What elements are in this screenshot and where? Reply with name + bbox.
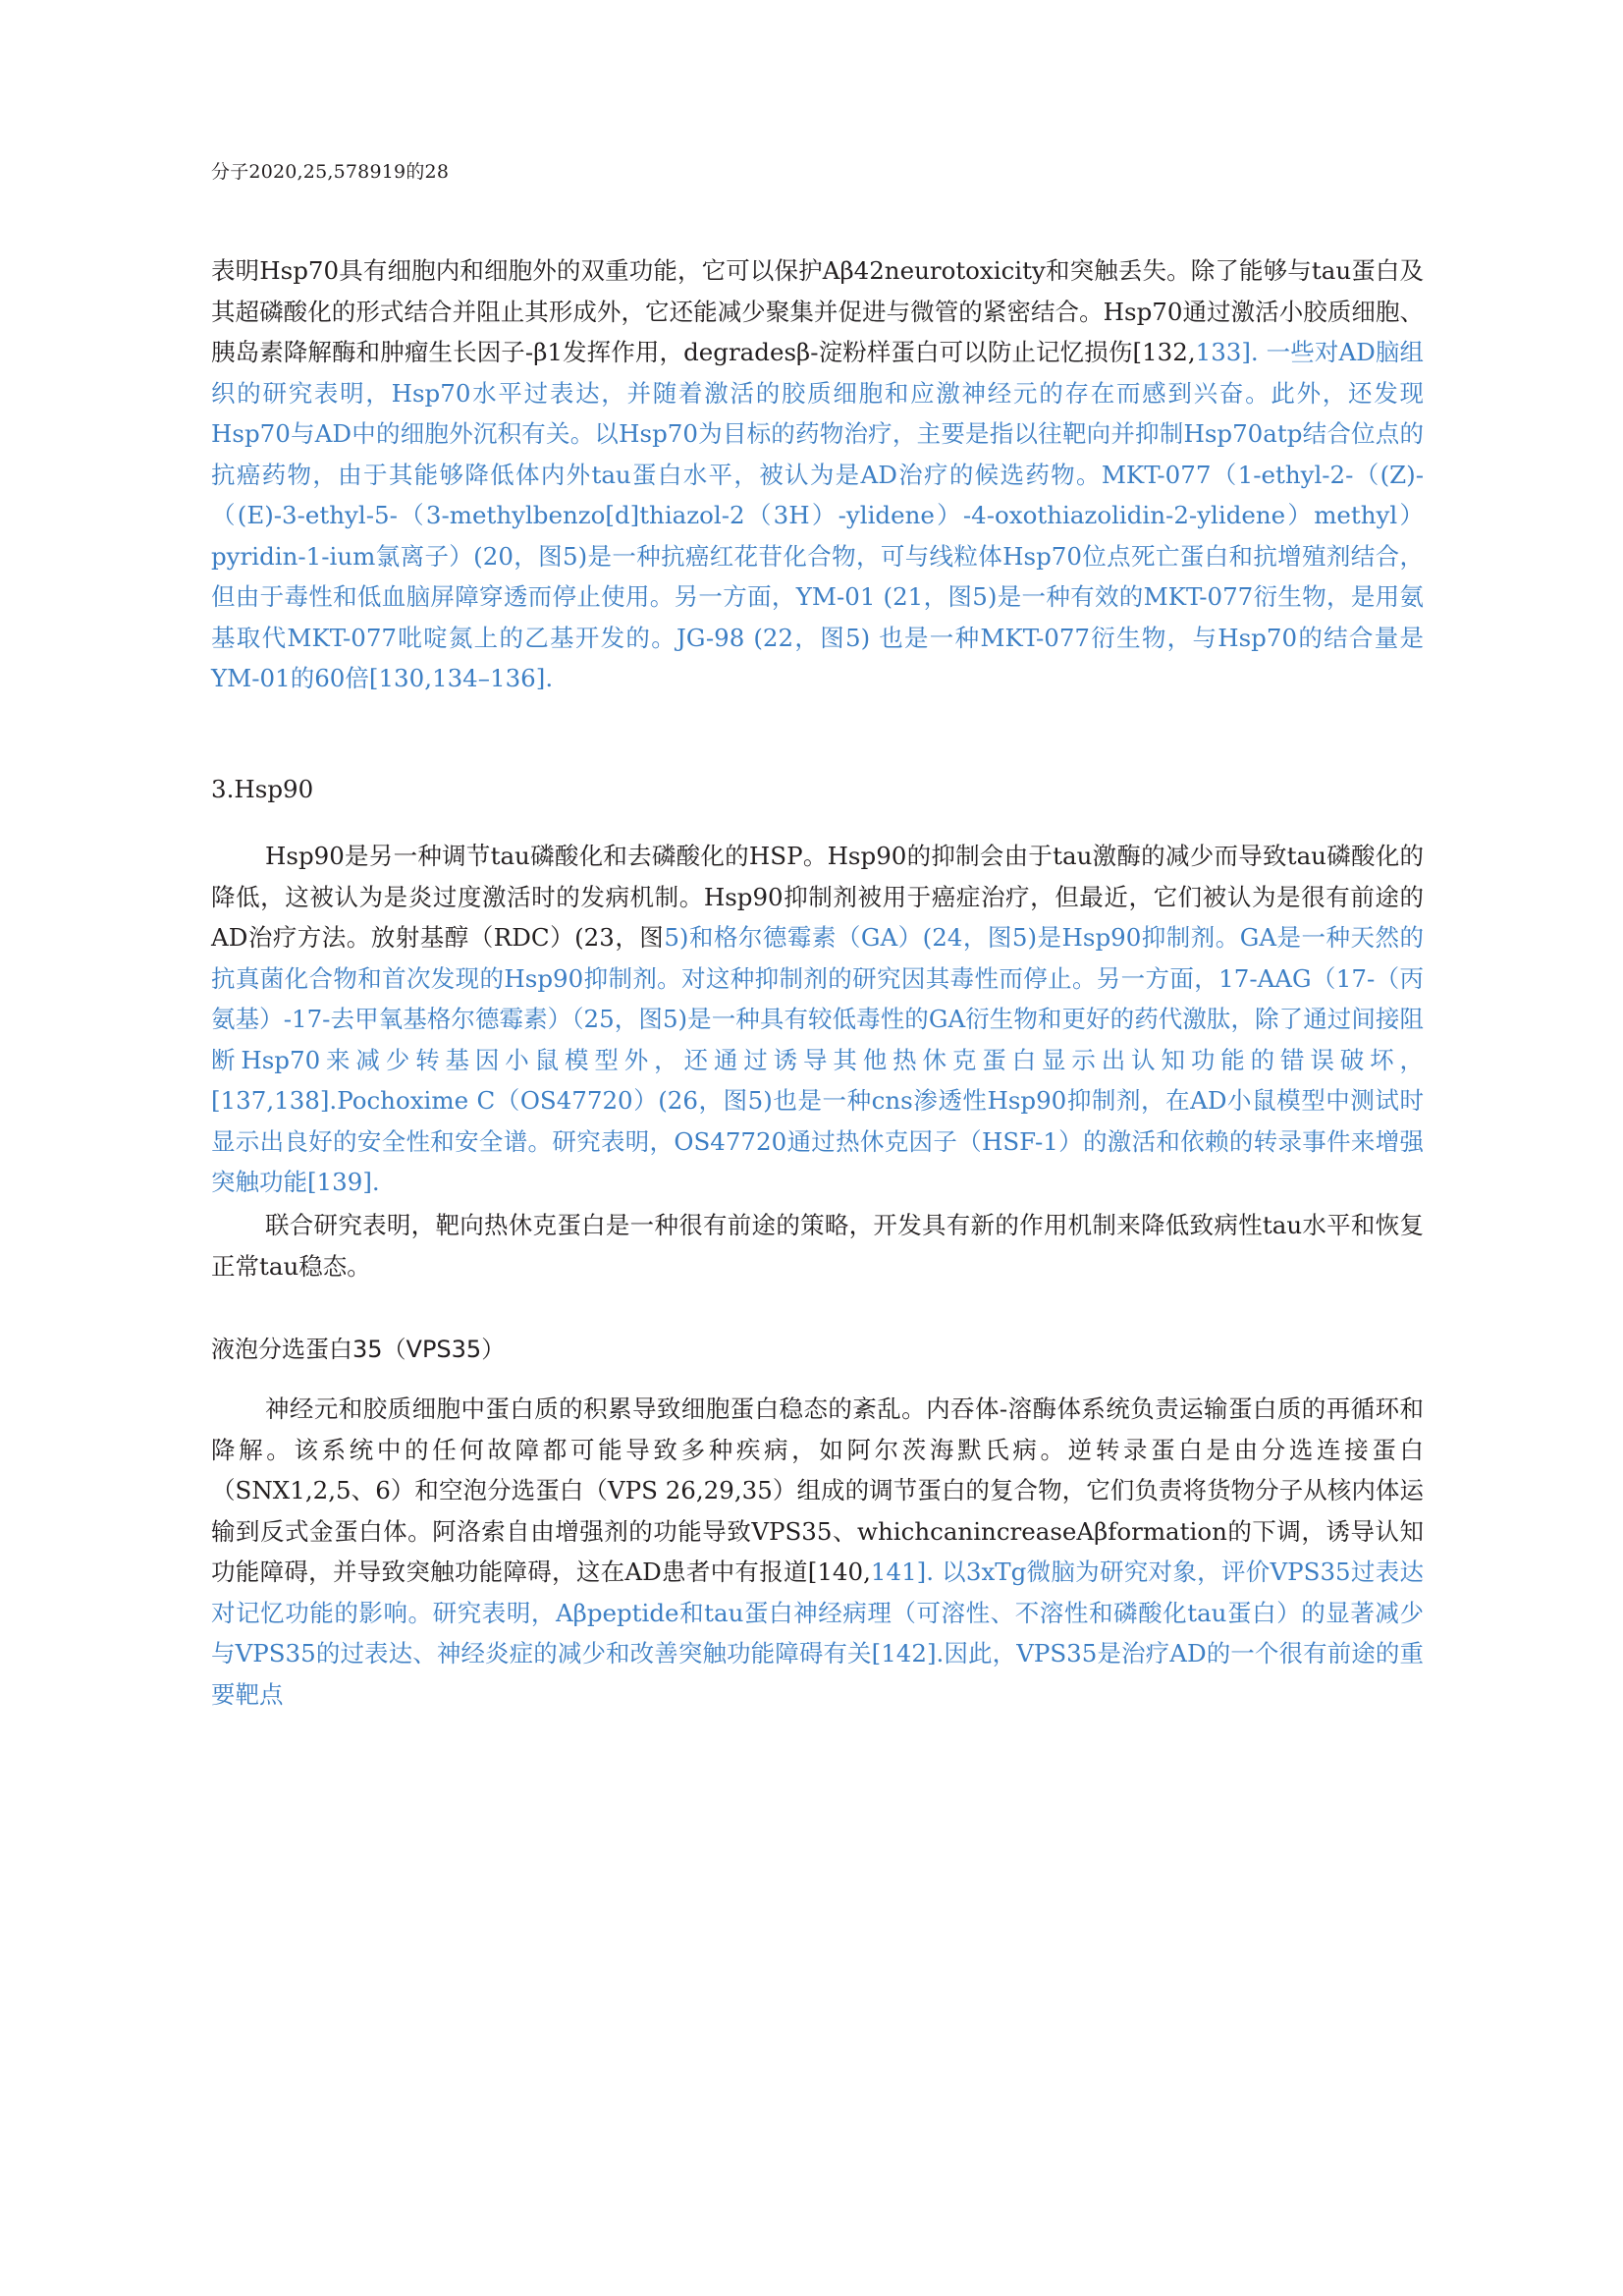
section-heading-hsp90: 3.Hsp90 <box>211 775 314 803</box>
section-heading-vps35: 液泡分选蛋白35（VPS35） <box>211 1336 506 1363</box>
hsp70-paragraph <box>211 250 1424 699</box>
vps35-paragraph-plain-text: 神经元和胶质细胞中蛋白质的积累导致细胞蛋白稳态的紊乱。内吞体-溶酶体系统负责运输蛋白质的再循环和降解。该系统中的任何故障都可能导致多种疾病，如阿尔茨海默氏病。逆转录蛋白是由分选连接蛋白（SNX1,2,5、6）和空泡分选蛋白（VPS 26,29,35）组成的调节蛋白的复合物，它们负责将货物分子从核内体运输到反式金蛋白体。阿洛索自由增强剂的功能导致VPS35、whichcanincreaseAβformation的下调，诱导认知功能障碍，并导致突触功能障碍，这在AD患者中有报道[140, <box>211 1394 1424 1586</box>
hsp90-paragraph-reference-link[interactable]: 5)和格尔德霉素（GA）(24，图5)是Hsp90抑制剂。GA是一种天然的抗真菌化合物和首次发现的Hsp90抑制剂。对这种抑制剂的研究因其毒性而停止。另一方面，17-AAG（17-（丙氨基）-17-去甲氧基格尔德霉素）（25，图5)是一种具有较低毒性的GA衍生物和更好的药代激肽，除了通过间接阻断Hsp70来减少转基因小鼠模型外，还通过诱导其他热休克蛋白显示出认知功能的错误破坏，[137,138].Pochoxime C（OS47720）(26，图5)也是一种cns渗透性Hsp90抑制剂，在AD小鼠模型中测试时显示出良好的安全性和安全谱。研究表明，OS47720通过热休克因子（HSF-1）的激活和依赖的转录事件来增强突触功能[139]. <box>211 923 1424 1196</box>
hsp90-paragraph <box>211 836 1424 1203</box>
hsp70-paragraph-plain-text: 表明Hsp70具有细胞内和细胞外的双重功能，它可以保护Aβ42neurotoxicity和突触丢失。除了能够与tau蛋白及其超磷酸化的形式结合并阻止其形成外，它还能减少聚集并促进与微管的紧密结合。Hsp70通过激活小胶质细胞、胰岛素降解酶和肿瘤生长因子-β1发挥作用，degradesβ-淀粉样蛋白可以防止记忆损伤[132, <box>211 256 1424 366</box>
vps35-paragraph-reference-link[interactable]: 141]. 以3xTg微脑为研究对象，评价VPS35过表达对记忆功能的影响。研究表明，Aβpeptide和tau蛋白神经病理（可溶性、不溶性和磷酸化tau蛋白）的显著减少与VPS35的过表达、神经炎症的减少和改善突触功能障碍有关[142].因此，VPS35是治疗AD的一个很有前途的重要靶点 <box>211 1558 1424 1709</box>
hsp90-paragraph-plain-text: Hsp90是另一种调节tau磷酸化和去磷酸化的HSP。Hsp90的抑制会由于tau激酶的减少而导致tau磷酸化的降低，这被认为是炎过度激活时的发病机制。Hsp90抑制剂被用于癌症治疗，但最近，它们被认为是很有前途的AD治疗方法。放射基醇（RDC）(23，图 <box>211 842 1424 952</box>
vps35-paragraph <box>211 1389 1424 1715</box>
running-header: 分子2020,25,578919的28 <box>211 161 450 183</box>
hsp70-paragraph-reference-link[interactable]: 133]. 一些对AD脑组织的研究表明，Hsp70水平过表达，并随着激活的胶质细胞和应激神经元的存在而感到兴奋。此外，还发现Hsp70与AD中的细胞外沉积有关。以Hsp70为目标的药物治疗，主要是指以往靶向并抑制Hsp70atp结合位点的抗癌药物，由于其能够降低体内外tau蛋白水平，被认为是AD治疗的候选药物。MKT-077（1-ethyl-2-（(Z)-（(E)-3-ethyl-5-（3-methylbenzo[d]thiazol-2（3H）-ylidene）-4-oxothiazolidin-2-ylidene）methyl）pyridin-1-ium氯离子）(20，图5)是一种抗癌红花苷化合物，可与线粒体Hsp70位点死亡蛋白和抗增殖剂结合，但由于毒性和低血脑屏障穿透而停止使用。另一方面，YM-01 (21，图5)是一种有效的MKT-077衍生物，是用氨基取代MKT-077吡啶氮上的乙基开发的。JG-98 (22，图5) 也是一种MKT-077衍生物，与Hsp70的结合量是YM-01的60倍[130,134–136]. <box>211 338 1425 692</box>
hsp-summary-paragraph: 联合研究表明，靶向热休克蛋白是一种很有前途的策略，开发具有新的作用机制来降低致病性tau水平和恢复正常tau稳态。 <box>211 1211 1424 1281</box>
